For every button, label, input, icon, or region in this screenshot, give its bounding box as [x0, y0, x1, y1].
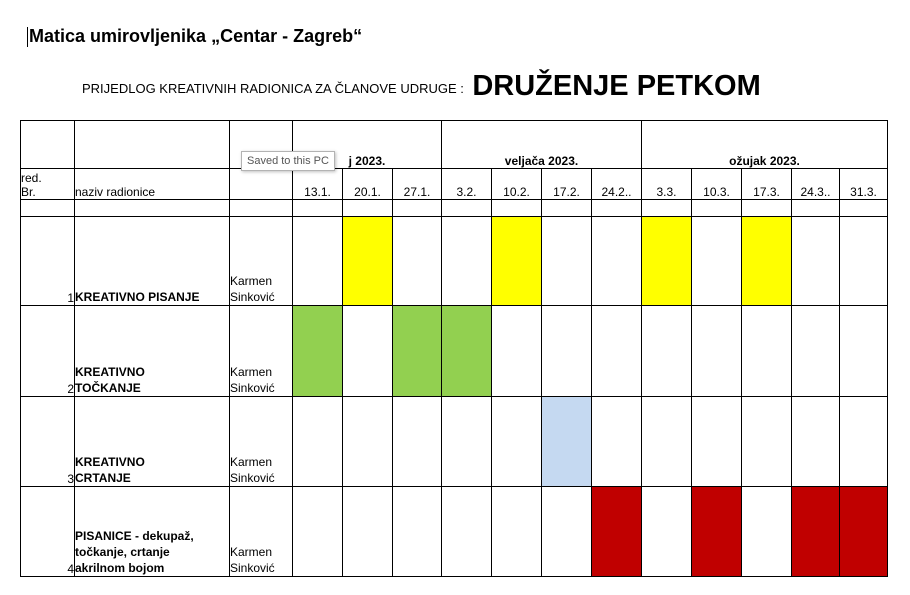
workshop-leader	[230, 487, 293, 577]
scheduled-cell-green	[393, 306, 442, 397]
empty-cell	[542, 217, 592, 306]
empty-cell	[792, 217, 840, 306]
empty-cell	[393, 397, 442, 487]
workshop-name	[75, 487, 230, 577]
workshop-name-line: KREATIVNO	[75, 455, 145, 469]
workshop-leader-line: Sinković	[230, 471, 275, 485]
scheduled-cell-blue	[542, 397, 592, 487]
empty-cell	[742, 306, 792, 397]
subtitle-small: PRIJEDLOG KREATIVNIH RADIONICA ZA ČLANOVE UDRUGE :	[82, 81, 464, 96]
date-header: 17.3.	[742, 169, 792, 200]
empty-cell	[592, 217, 642, 306]
empty-cell	[293, 217, 343, 306]
empty-cell	[492, 397, 542, 487]
workshop-leader-line: Karmen	[230, 365, 273, 379]
workshop-row	[21, 217, 888, 306]
empty-cell	[492, 487, 542, 577]
empty-cell	[840, 397, 888, 487]
empty-cell	[542, 487, 592, 577]
scheduled-cell-yellow	[642, 217, 692, 306]
date-header: 3.2.	[442, 169, 492, 200]
workshop-name-line: točkanje, crtanje	[75, 545, 170, 559]
row-number: 2	[21, 306, 75, 397]
workshop-name-line: TOČKANJE	[75, 381, 141, 395]
month-header-row	[21, 121, 888, 169]
rb-header-line1: red.	[21, 171, 42, 185]
month-march: ožujak 2023.	[642, 121, 888, 169]
empty-cell	[492, 306, 542, 397]
workshop-name-line: akrilnom bojom	[75, 561, 165, 575]
workshop-name-line: KREATIVNO PISANJE	[75, 290, 200, 304]
column-header-row	[21, 169, 888, 200]
month-january: j 2023.	[293, 121, 442, 169]
workshop-leader-line: Karmen	[230, 274, 273, 288]
empty-cell	[393, 487, 442, 577]
workshop-leader-line: Sinković	[230, 561, 275, 575]
date-header: 24.3..	[792, 169, 840, 200]
empty-cell	[442, 397, 492, 487]
document-title: Matica umirovljenika „Centar - Zagreb“	[29, 26, 363, 46]
workshop-row	[21, 397, 888, 487]
month-february: veljača 2023.	[442, 121, 642, 169]
empty-cell	[792, 306, 840, 397]
empty-cell	[792, 397, 840, 487]
workshop-leader	[230, 217, 293, 306]
workshop-name	[75, 306, 230, 397]
workshop-name	[75, 217, 230, 306]
date-header: 10.2.	[492, 169, 542, 200]
empty-cell	[393, 217, 442, 306]
empty-cell	[692, 397, 742, 487]
scheduled-cell-red	[592, 487, 642, 577]
subtitle-big: DRUŽENJE PETKOM	[472, 70, 761, 102]
date-header: 31.3.	[840, 169, 888, 200]
scheduled-cell-green	[442, 306, 492, 397]
date-header: 3.3.	[642, 169, 692, 200]
scheduled-cell-green	[293, 306, 343, 397]
empty-cell	[293, 487, 343, 577]
empty-cell	[742, 397, 792, 487]
empty-cell	[592, 397, 642, 487]
empty-cell	[692, 217, 742, 306]
empty-cell	[692, 306, 742, 397]
workshop-name-line: CRTANJE	[75, 471, 131, 485]
scheduled-cell-red	[792, 487, 840, 577]
workshop-row	[21, 487, 888, 577]
date-header: 17.2.	[542, 169, 592, 200]
text-cursor	[27, 27, 28, 47]
empty-cell	[642, 306, 692, 397]
date-header: 10.3.	[692, 169, 742, 200]
rb-header	[21, 169, 75, 200]
subtitle	[82, 70, 761, 103]
workshop-leader	[230, 306, 293, 397]
date-header: 20.1.	[343, 169, 393, 200]
empty-cell	[642, 397, 692, 487]
workshop-row	[21, 306, 888, 397]
empty-cell	[343, 397, 393, 487]
date-header: 24.2..	[592, 169, 642, 200]
workshop-leader	[230, 397, 293, 487]
empty-cell	[343, 487, 393, 577]
scheduled-cell-red	[840, 487, 888, 577]
date-header: 27.1.	[393, 169, 442, 200]
rb-header-line2: Br.	[21, 185, 36, 199]
row-number: 1	[21, 217, 75, 306]
empty-cell	[642, 487, 692, 577]
scheduled-cell-yellow	[742, 217, 792, 306]
workshop-leader-line: Sinković	[230, 290, 275, 304]
empty-cell	[442, 217, 492, 306]
workshop-leader-line: Karmen	[230, 455, 273, 469]
workshop-name-line: PISANICE - dekupaž,	[75, 529, 194, 543]
empty-cell	[542, 306, 592, 397]
date-header: 13.1.	[293, 169, 343, 200]
name-header: naziv radionice	[75, 169, 230, 200]
workshop-leader-line: Sinković	[230, 381, 275, 395]
empty-cell	[840, 306, 888, 397]
empty-cell	[592, 306, 642, 397]
scheduled-cell-yellow	[492, 217, 542, 306]
empty-cell	[343, 306, 393, 397]
row-number: 3	[21, 397, 75, 487]
saved-tooltip: Saved to this PC	[241, 151, 335, 171]
scheduled-cell-yellow	[343, 217, 393, 306]
empty-cell	[840, 217, 888, 306]
workshop-name	[75, 397, 230, 487]
empty-cell	[293, 397, 343, 487]
empty-cell	[442, 487, 492, 577]
schedule-table	[20, 120, 888, 577]
empty-cell	[742, 487, 792, 577]
scheduled-cell-red	[692, 487, 742, 577]
workshop-leader-line: Karmen	[230, 545, 273, 559]
spacer-row	[21, 200, 888, 217]
row-number: 4	[21, 487, 75, 577]
workshop-name-line: KREATIVNO	[75, 365, 145, 379]
